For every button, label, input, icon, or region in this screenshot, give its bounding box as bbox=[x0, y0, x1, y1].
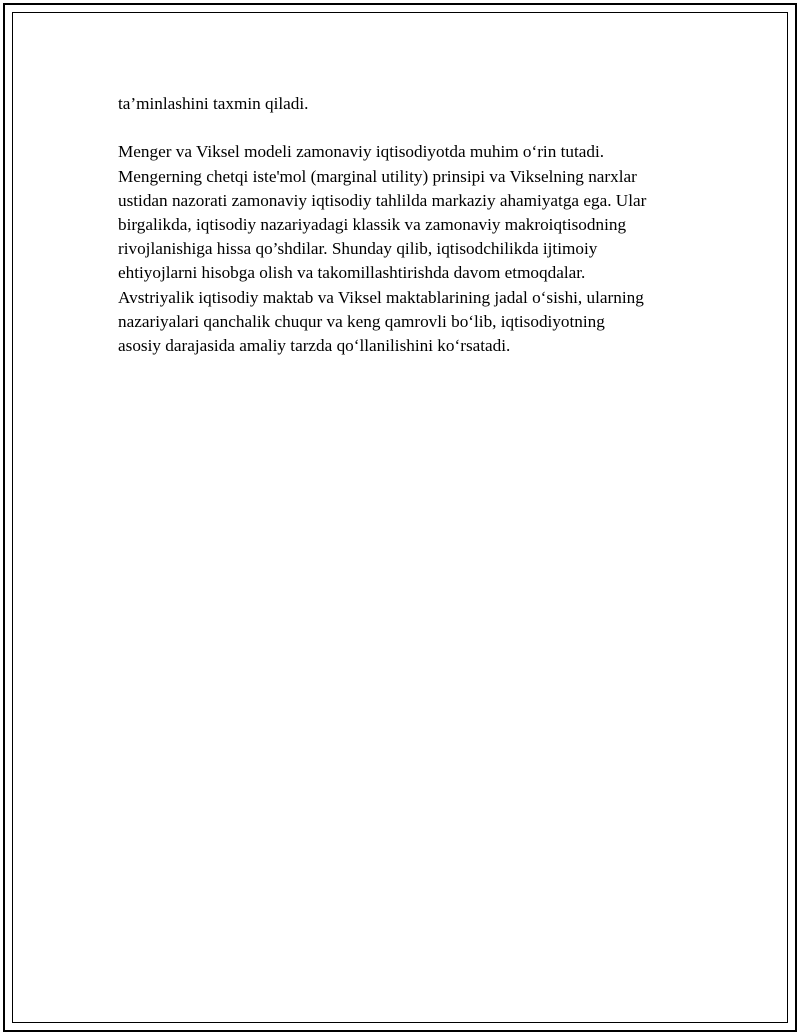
text-line: rivojlanishiga hissa qo’shdilar. Shunday qilib, iqtisodchilikda ijtimoiy bbox=[118, 239, 598, 259]
text-line: ustidan nazorati zamonaviy iqtisodiy tahlilda markaziy ahamiyatga ega. Ular bbox=[118, 190, 647, 210]
text-line: ta’minlashini taxmin qiladi. bbox=[118, 94, 309, 113]
text-line: Avstriyalik iqtisodiy maktab va Viksel maktablarining jadal o‘sishi, ularning bbox=[118, 287, 644, 307]
text-line: Menger va Viksel modeli zamonaviy iqtisodiyotda muhim o‘rin tutadi. bbox=[118, 142, 605, 162]
text-line: nazariyalari qanchalik chuqur va keng qamrovli bo‘lib, iqtisodiyotning bbox=[118, 311, 605, 331]
text-line: Mengerning chetqi iste'mol (marginal utility) prinsipi va Vikselning narxlar bbox=[118, 166, 637, 186]
document-body bbox=[118, 92, 698, 358]
text-line: asosiy darajasida amaliy tarzda qo‘llanilishini ko‘rsatadi. bbox=[118, 336, 511, 356]
text-line: birgalikda, iqtisodiy nazariyadagi klassik va zamonaviy makroiqtisodning bbox=[118, 215, 627, 234]
paragraph-2 bbox=[118, 140, 698, 358]
text-line: ehtiyojlarni hisobga olish va takomillashtirishda davom etmoqdalar. bbox=[118, 263, 586, 283]
paragraph-1 bbox=[118, 92, 698, 116]
paragraph-spacer bbox=[118, 116, 698, 140]
